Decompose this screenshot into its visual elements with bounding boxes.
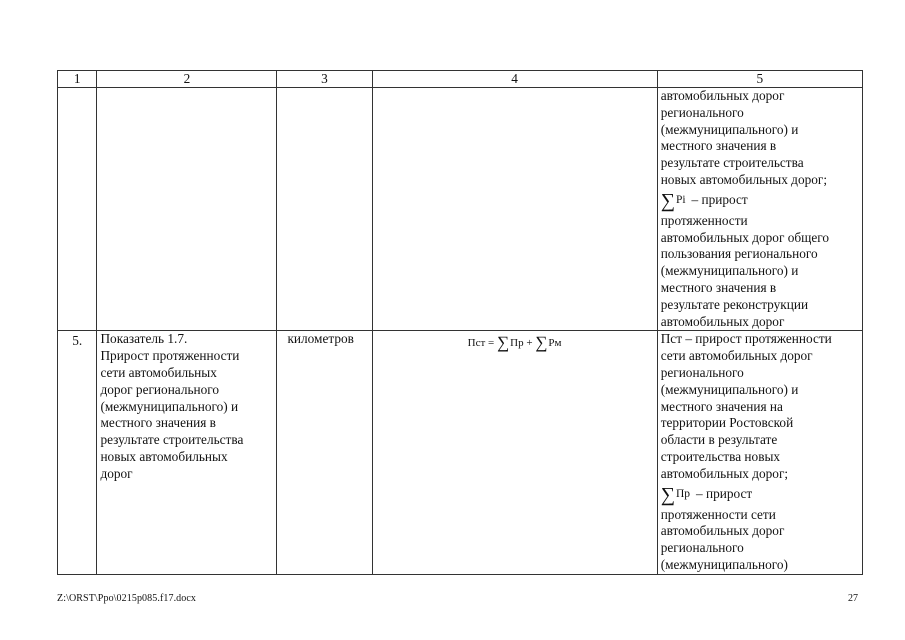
text-line: (межмуниципального) и (660, 263, 799, 279)
sigma-symbol: ∑ (535, 333, 548, 353)
sigma-symbol: ∑ (660, 483, 675, 506)
sigma-symbol: ∑ (660, 189, 675, 212)
text-line: дорог регионального (100, 381, 220, 397)
text-line: регионального (660, 540, 744, 556)
text-line: автомобильных дорог; (660, 465, 789, 481)
text-line: результате реконструкции (660, 296, 809, 312)
text-line: протяженности (660, 212, 748, 228)
text-line: автомобильных дорог общего (660, 229, 830, 245)
sum-variable: Pi (675, 194, 686, 207)
column-number: 4 (372, 71, 657, 88)
column-number: 5 (657, 71, 862, 88)
text-line: строительства новых (660, 448, 781, 464)
column-number: 1 (58, 71, 97, 88)
indicator-row-5 (58, 331, 863, 574)
text-line: регионального (660, 364, 744, 380)
text-line: новых автомобильных дорог; (660, 171, 828, 187)
text-line: автомобильных дорог (660, 88, 785, 103)
text-line: Показатель 1.7. (100, 331, 188, 347)
text-line: Прирост протяженности (100, 348, 240, 364)
row-number: 5. (58, 331, 97, 574)
column-number: 3 (277, 71, 372, 88)
sum-text: – прирост (696, 486, 753, 502)
text-line: (межмуниципального) и (660, 381, 799, 397)
text-line: результате строительства (100, 432, 244, 448)
text-line: регионального (660, 104, 744, 120)
cell-empty (58, 88, 97, 331)
text-line: местного значения на (660, 398, 783, 414)
formula-term: Рм (548, 337, 562, 350)
text-line: пользования регионального (660, 246, 818, 262)
text-line: местного значения в (660, 279, 777, 295)
sum-text: – прирост (691, 192, 748, 208)
text-line: (межмуниципального) и (660, 121, 799, 137)
sigma-symbol: ∑ (497, 333, 510, 353)
indicator-description-cell (657, 331, 862, 574)
continued-description-cell (657, 88, 862, 331)
indicator-name-cell (97, 331, 277, 574)
text-line: Пст – прирост протяженности (660, 331, 832, 347)
sum-variable: Пр (675, 488, 691, 501)
text-line: (межмуниципального) и (100, 398, 239, 414)
text-line: области в результате (660, 432, 778, 448)
text-line: новых автомобильных (100, 448, 228, 464)
page-number: 27 (848, 593, 858, 604)
unit-cell: километров (277, 331, 372, 574)
text-line: автомобильных дорог (660, 523, 785, 539)
text-line: территории Ростовской (660, 415, 794, 431)
text-line: местного значения в (660, 138, 777, 154)
text-line: сети автомобильных дорог (660, 348, 813, 364)
text-line: протяженности сети (660, 506, 776, 522)
formula-term: Пр + (510, 337, 533, 350)
formula-cell (372, 331, 657, 574)
cell-empty (372, 88, 657, 331)
column-number: 2 (97, 71, 277, 88)
column-number-row (58, 71, 863, 88)
cell-empty (97, 88, 277, 331)
text-line: сети автомобильных (100, 364, 217, 380)
sum-definition (661, 483, 859, 507)
text-line: (межмуниципального) (660, 556, 788, 572)
content-table (57, 70, 863, 575)
cell-empty (277, 88, 372, 331)
sum-definition (661, 189, 859, 213)
text-line: результате строительства (660, 155, 804, 171)
text-line: местного значения в (100, 415, 216, 431)
text-line: дорог (100, 465, 133, 481)
footer-file-path: Z:\ORST\Ppo\0215p085.f17.docx (57, 593, 197, 604)
continued-row (58, 88, 863, 331)
text-line: автомобильных дорог (660, 313, 785, 329)
formula-lhs: Пст = (467, 337, 495, 350)
